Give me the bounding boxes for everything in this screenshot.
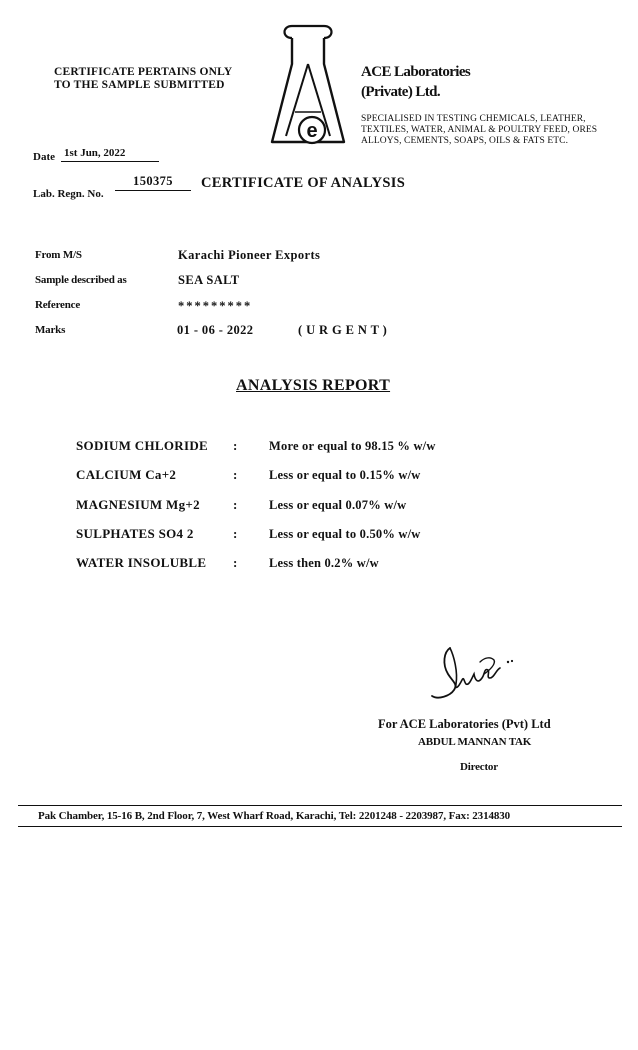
specialised-line-2: TEXTILES, WATER, ANIMAL & POULTRY FEED, ORES [361, 125, 598, 135]
footer-divider-top [18, 805, 622, 806]
logo-letter: e [306, 120, 318, 142]
row-colon: : [233, 555, 238, 570]
row-value: More or equal to 98.15 % w/w [269, 439, 436, 453]
row-name: WATER INSOLUBLE [76, 555, 207, 570]
specialised-line-3: ALLOYS, CEMENTS, SOAPS, OILS & FATS ETC. [361, 136, 569, 146]
marks-label: Marks [35, 324, 66, 336]
row-colon: : [233, 467, 238, 482]
analysis-report-title: ANALYSIS REPORT [236, 377, 391, 394]
reference-label: Reference [35, 299, 81, 311]
certificate-title: CERTIFICATE OF ANALYSIS [201, 175, 406, 191]
date-value: 1st Jun, 2022 [61, 147, 159, 162]
row-value: Less or equal to 0.15% w/w [269, 468, 421, 482]
date-label: Date [33, 151, 55, 163]
notice-line-1: CERTIFICATE PERTAINS ONLY [54, 66, 233, 78]
row-value: Less then 0.2% w/w [269, 556, 379, 570]
from-value: Karachi Pioneer Exports [178, 248, 321, 262]
signatory-name: ABDUL MANNAN TAK [418, 736, 532, 748]
urgent-note: ( U R G E N T ) [298, 323, 388, 337]
row-name: CALCIUM Ca+2 [76, 467, 177, 482]
company-name-line-1: ACE Laboratories [361, 64, 471, 80]
footer-address: Pak Chamber, 15-16 B, 2nd Floor, 7, West Wharf Road, Karachi, Tel: 2201248 - 2203987, Fax: 2314830 [38, 810, 511, 822]
signature-icon [428, 644, 524, 706]
row-name: SODIUM CHLORIDE [76, 438, 208, 453]
lab-regn-value: 150375 [115, 174, 191, 191]
company-name-line-2: (Private) Ltd. [361, 84, 441, 100]
row-colon: : [233, 438, 238, 453]
row-colon: : [233, 526, 238, 541]
specialised-line-1: SPECIALISED IN TESTING CHEMICALS, LEATHER, [361, 114, 586, 124]
row-name: SULPHATES SO4 2 [76, 526, 194, 541]
footer-divider-bottom [18, 826, 622, 827]
notice-line-2: TO THE SAMPLE SUBMITTED [54, 79, 225, 91]
row-value: Less or equal 0.07% w/w [269, 498, 407, 512]
flask-logo-icon [268, 24, 348, 152]
row-value: Less or equal to 0.50% w/w [269, 527, 421, 541]
row-colon: : [233, 497, 238, 512]
sample-value: SEA SALT [178, 273, 240, 287]
lab-regn-label: Lab. Regn. No. [33, 188, 104, 200]
sample-label: Sample described as [35, 274, 127, 286]
from-label: From M/S [35, 249, 82, 261]
reference-value: ********* [178, 299, 253, 313]
marks-value: 01 - 06 - 2022 [177, 323, 254, 337]
signatory-company: For ACE Laboratories (Pvt) Ltd [378, 717, 551, 731]
row-name: MAGNESIUM Mg+2 [76, 497, 200, 512]
signatory-title: Director [460, 761, 498, 773]
